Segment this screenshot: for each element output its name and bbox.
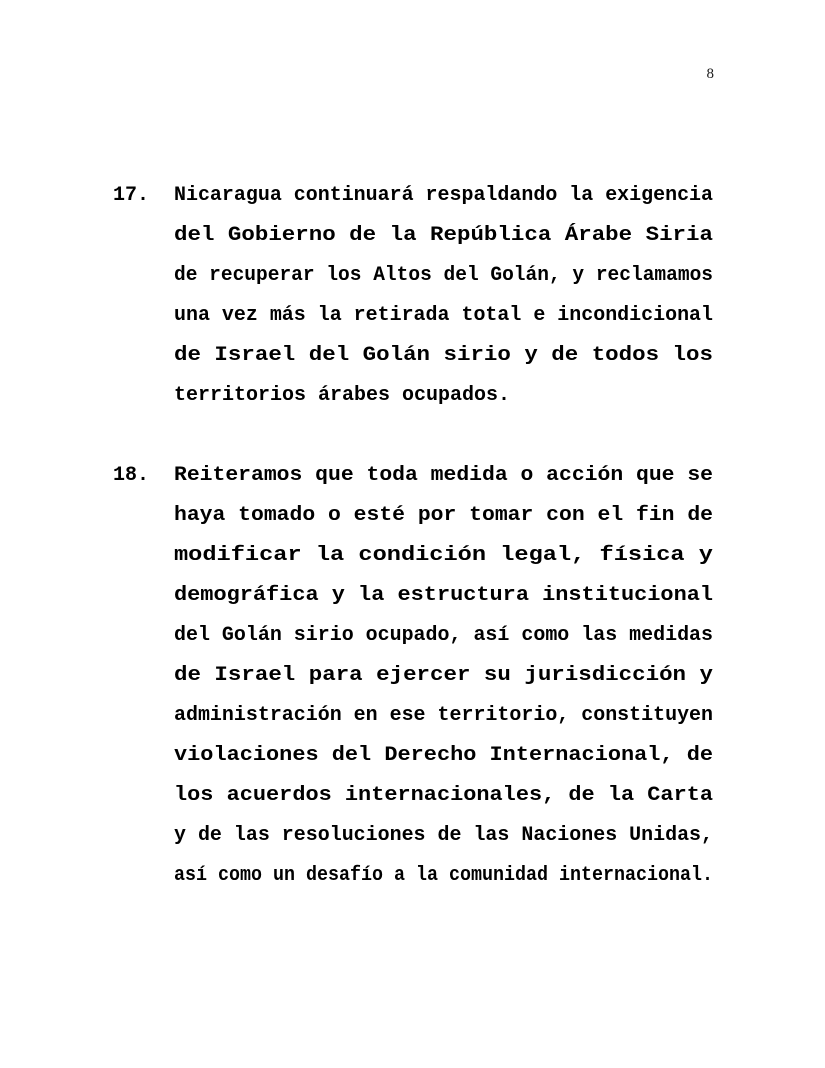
line-text: Reiteramos que toda medida o acción que se bbox=[174, 464, 714, 487]
line-text: de Israel del Golán sirio y de todos los bbox=[174, 344, 713, 367]
paragraph-line bbox=[113, 496, 713, 536]
paragraph-line bbox=[113, 256, 713, 296]
paragraph-line bbox=[113, 376, 713, 416]
paragraph-line bbox=[113, 816, 713, 856]
paragraph-line bbox=[113, 176, 713, 216]
paragraph-line bbox=[113, 216, 713, 256]
line-text: modificar la condición legal, física y bbox=[174, 544, 713, 567]
paragraph-number: 17. bbox=[113, 184, 150, 207]
line-text: Nicaragua continuará respaldando la exigencia bbox=[174, 184, 714, 207]
paragraph-line bbox=[113, 456, 713, 496]
paragraph-line bbox=[113, 736, 713, 776]
line-text: haya tomado o esté por tomar con el fin de bbox=[174, 504, 714, 527]
paragraph-line bbox=[113, 776, 713, 816]
line-text: los acuerdos internacionales, de la Carta bbox=[174, 784, 714, 807]
paragraph-line bbox=[113, 536, 713, 576]
line-text: una vez más la retirada total e incondicional bbox=[174, 304, 714, 327]
paragraph-line bbox=[113, 616, 713, 656]
line-text: de recuperar los Altos del Golán, y reclamamos bbox=[174, 264, 714, 287]
paragraph-number: 18. bbox=[113, 464, 150, 487]
paragraph-line bbox=[113, 576, 713, 616]
line-text: y de las resoluciones de las Naciones Unidas, bbox=[174, 824, 714, 847]
paragraph-line bbox=[113, 856, 713, 896]
line-text: territorios árabes ocupados. bbox=[174, 384, 511, 407]
line-text: administración en ese territorio, constituyen bbox=[174, 704, 714, 727]
line-text: de Israel para ejercer su jurisdicción y bbox=[174, 664, 713, 687]
paragraph-line bbox=[113, 296, 713, 336]
line-text: del Gobierno de la República Árabe Siria bbox=[174, 224, 713, 247]
line-text: del Golán sirio ocupado, así como las medidas bbox=[174, 624, 714, 647]
paragraph-line bbox=[113, 696, 713, 736]
paragraph-line bbox=[113, 656, 713, 696]
numbered-paragraph-18 bbox=[113, 456, 713, 896]
numbered-paragraph-17 bbox=[113, 176, 713, 416]
line-text: así como un desafío a la comunidad internacional. bbox=[174, 864, 714, 887]
line-text: demográfica y la estructura institucional bbox=[174, 584, 714, 607]
page-number: 8 bbox=[706, 66, 714, 82]
paragraph-line bbox=[113, 336, 713, 376]
line-text: violaciones del Derecho Internacional, de bbox=[174, 744, 714, 767]
